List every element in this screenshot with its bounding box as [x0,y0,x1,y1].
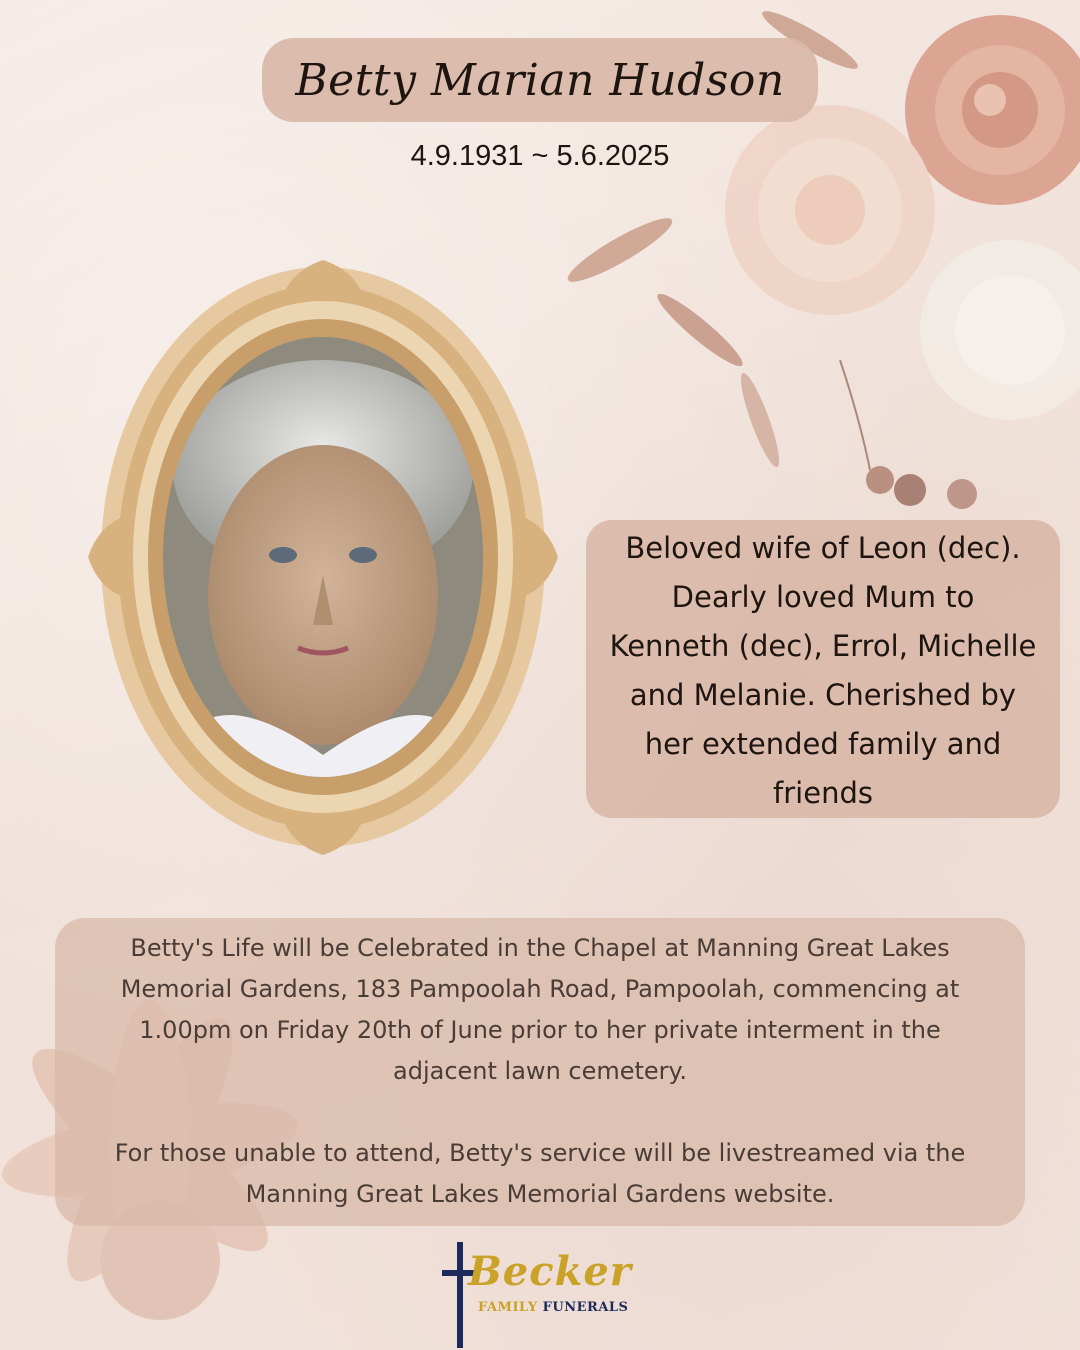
life-dates: 4.9.1931 ~ 5.6.2025 [410,140,670,172]
portrait-frame [78,255,568,865]
logo-sub-family: FAMILY [478,1300,538,1315]
service-line: Memorial Gardens, 183 Pampoolah Road, Pampoolah, commencing at [120,975,960,1003]
livestream-line: Manning Great Lakes Memorial Gardens website. [245,1180,835,1208]
tribute-line: and Melanie. Cherished by [629,678,1017,712]
service-line: 1.00pm on Friday 20th of June prior to her private interment in the [139,1016,941,1044]
livestream-line: For those unable to attend, Betty's service will be livestreamed via the [114,1139,966,1167]
tribute-line: Dearly loved Mum to [671,580,975,614]
livestream-paragraph [55,1133,1025,1215]
cross-icon [457,1242,463,1348]
logo-sub-funerals: FUNERALS [542,1300,629,1315]
tribute-text [586,524,1060,818]
tribute-line: Beloved wife of Leon (dec). [625,531,1021,565]
funeral-home-logo [440,1238,640,1348]
tribute-line: Kenneth (dec), Errol, Michelle [609,629,1037,663]
tribute-line: her extended family and [644,727,1002,761]
service-details [55,928,1025,1215]
logo-brand: Becker [468,1248,632,1295]
tribute-line: friends [773,776,873,810]
service-line: adjacent lawn cemetery. [393,1057,687,1085]
service-paragraph [55,928,1025,1092]
deceased-name: Betty Marian Hudson [295,54,785,106]
logo-subtitle [478,1300,628,1315]
service-line: Betty's Life will be Celebrated in the Chapel at Manning Great Lakes [130,934,950,962]
